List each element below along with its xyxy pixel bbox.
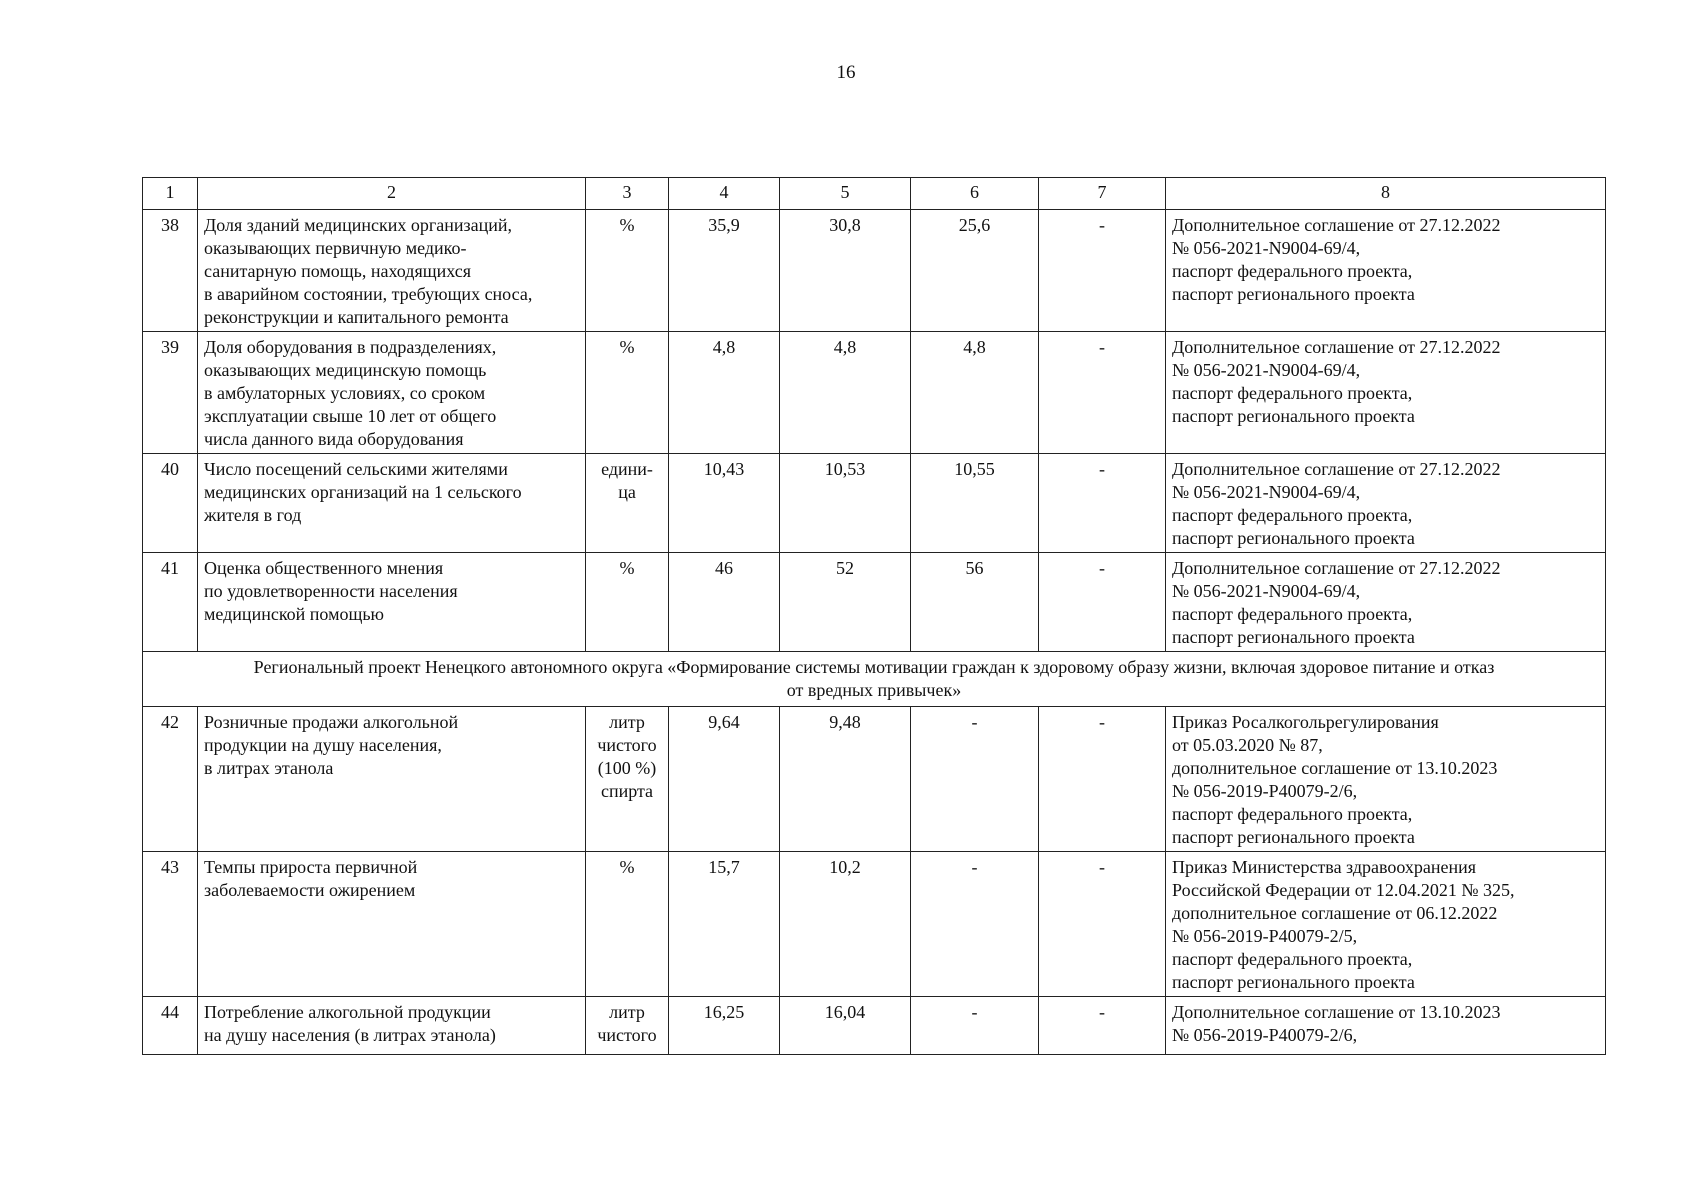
- indicator-name-line: в аварийном состоянии, требующих сноса,: [204, 284, 533, 304]
- source-document-line: паспорт регионального проекта: [1172, 406, 1415, 426]
- indicator-name-line: эксплуатации свыше 10 лет от общего: [204, 406, 497, 426]
- unit-line: %: [619, 558, 635, 578]
- source-document-line: дополнительное соглашение от 06.12.2022: [1172, 903, 1498, 923]
- indicators-table: [142, 177, 1606, 1055]
- source-document-line: № 056-2021-N9004-69/4,: [1172, 581, 1361, 601]
- source-document-line: паспорт федерального проекта,: [1172, 604, 1413, 624]
- value-col-7: -: [1039, 210, 1166, 332]
- source-document-line: Дополнительное соглашение от 27.12.2022: [1172, 337, 1501, 357]
- unit-line: ца: [618, 482, 636, 502]
- indicator-name-line: жителя в год: [204, 505, 302, 525]
- value-col-7: -: [1039, 553, 1166, 652]
- unit-line: %: [619, 215, 635, 235]
- value-col-6: 10,55: [911, 454, 1039, 553]
- source-document-line: № 056-2021-N9004-69/4,: [1172, 360, 1361, 380]
- source-document: [1166, 210, 1606, 332]
- unit-line: спирта: [600, 781, 654, 801]
- source-document-line: паспорт федерального проекта,: [1172, 804, 1413, 824]
- indicator-name: [198, 707, 586, 852]
- value-col-5: 52: [780, 553, 911, 652]
- header-cell-3: 3: [586, 178, 669, 210]
- header-cell-7: 7: [1039, 178, 1166, 210]
- value-col-6: -: [911, 852, 1039, 997]
- row-number: 41: [143, 553, 198, 652]
- value-col-4: 15,7: [669, 852, 780, 997]
- source-document: [1166, 332, 1606, 454]
- table-row: [143, 852, 1606, 997]
- source-document-line: № 056-2019-Р40079-2/6,: [1172, 1025, 1358, 1045]
- value-col-7: -: [1039, 332, 1166, 454]
- value-col-6: 25,6: [911, 210, 1039, 332]
- source-document-line: Дополнительное соглашение от 27.12.2022: [1172, 215, 1501, 235]
- indicator-name: [198, 210, 586, 332]
- indicator-name-line: Оценка общественного мнения: [204, 558, 444, 578]
- source-document-line: № 056-2019-Р40079-2/6,: [1172, 781, 1358, 801]
- value-col-7: -: [1039, 852, 1166, 997]
- table-row: [143, 332, 1606, 454]
- unit-line: едини-: [601, 459, 653, 479]
- unit-cell: [586, 997, 669, 1055]
- indicator-name-line: оказывающих первичную медико-: [204, 238, 467, 258]
- source-document-line: паспорт федерального проекта,: [1172, 505, 1413, 525]
- indicator-name-line: Розничные продажи алкогольной: [204, 712, 459, 732]
- source-document-line: № 056-2021-N9004-69/4,: [1172, 482, 1361, 502]
- unit-cell: [586, 454, 669, 553]
- indicator-name-line: санитарную помощь, находящихся: [204, 261, 471, 281]
- unit-line: чистого: [597, 1025, 657, 1045]
- value-col-7: -: [1039, 997, 1166, 1055]
- value-col-7: -: [1039, 707, 1166, 852]
- source-document-line: от 05.03.2020 № 87,: [1172, 735, 1323, 755]
- header-row: [143, 178, 1606, 210]
- source-document-line: дополнительное соглашение от 13.10.2023: [1172, 758, 1498, 778]
- indicator-name-line: продукции на душу населения,: [204, 735, 442, 755]
- source-document: [1166, 997, 1606, 1055]
- table-row: [143, 454, 1606, 553]
- indicator-name-line: медицинской помощью: [204, 604, 384, 624]
- unit-line: (100 %): [597, 758, 657, 778]
- table-row: [143, 997, 1606, 1055]
- section-row: [143, 652, 1606, 707]
- unit-line: литр: [609, 712, 645, 732]
- indicator-name-line: оказывающих медицинскую помощь: [204, 360, 487, 380]
- header-cell-4: 4: [669, 178, 780, 210]
- value-col-5: 30,8: [780, 210, 911, 332]
- indicator-name-line: по удовлетворенности населения: [204, 581, 458, 601]
- unit-cell: [586, 707, 669, 852]
- source-document-line: Российской Федерации от 12.04.2021 № 325,: [1172, 880, 1515, 900]
- value-col-4: 4,8: [669, 332, 780, 454]
- unit-cell: [586, 852, 669, 997]
- row-number: 39: [143, 332, 198, 454]
- source-document-line: № 056-2021-N9004-69/4,: [1172, 238, 1361, 258]
- indicator-name-line: заболеваемости ожирением: [204, 880, 416, 900]
- header-cell-5: 5: [780, 178, 911, 210]
- table-row: [143, 707, 1606, 852]
- value-col-6: 56: [911, 553, 1039, 652]
- indicator-name-line: медицинских организаций на 1 сельского: [204, 482, 522, 502]
- unit-line: %: [619, 857, 635, 877]
- unit-line: %: [619, 337, 635, 357]
- value-col-7: -: [1039, 454, 1166, 553]
- indicator-name: [198, 454, 586, 553]
- table-row: [143, 210, 1606, 332]
- value-col-4: 9,64: [669, 707, 780, 852]
- source-document-line: № 056-2019-Р40079-2/5,: [1172, 926, 1358, 946]
- indicator-name-line: Число посещений сельскими жителями: [204, 459, 508, 479]
- value-col-6: -: [911, 997, 1039, 1055]
- source-document-line: паспорт регионального проекта: [1172, 528, 1415, 548]
- page-number: 16: [836, 62, 856, 83]
- unit-cell: [586, 553, 669, 652]
- source-document-line: Дополнительное соглашение от 27.12.2022: [1172, 558, 1501, 578]
- value-col-6: -: [911, 707, 1039, 852]
- table-row: [143, 553, 1606, 652]
- source-document-line: Дополнительное соглашение от 27.12.2022: [1172, 459, 1501, 479]
- source-document-line: Дополнительное соглашение от 13.10.2023: [1172, 1002, 1501, 1022]
- source-document-line: паспорт регионального проекта: [1172, 627, 1415, 647]
- source-document-line: паспорт федерального проекта,: [1172, 261, 1413, 281]
- unit-cell: [586, 210, 669, 332]
- indicator-name: [198, 997, 586, 1055]
- value-col-5: 4,8: [780, 332, 911, 454]
- row-number: 42: [143, 707, 198, 852]
- row-number: 40: [143, 454, 198, 553]
- source-document-line: паспорт федерального проекта,: [1172, 949, 1413, 969]
- value-col-4: 16,25: [669, 997, 780, 1055]
- header-cell-8: 8: [1166, 178, 1606, 210]
- indicator-name-line: на душу населения (в литрах этанола): [204, 1025, 496, 1045]
- value-col-5: 9,48: [780, 707, 911, 852]
- unit-cell: [586, 332, 669, 454]
- source-document: [1166, 553, 1606, 652]
- indicator-name-line: в амбулаторных условиях, со сроком: [204, 383, 486, 403]
- source-document-line: паспорт федерального проекта,: [1172, 383, 1413, 403]
- row-number: 43: [143, 852, 198, 997]
- indicator-name-line: в литрах этанола: [204, 758, 334, 778]
- header-cell-6: 6: [911, 178, 1039, 210]
- source-document-line: паспорт регионального проекта: [1172, 972, 1415, 992]
- row-number: 38: [143, 210, 198, 332]
- indicator-name-line: Потребление алкогольной продукции: [204, 1002, 491, 1022]
- source-document: [1166, 707, 1606, 852]
- indicator-name-line: Доля зданий медицинских организаций,: [204, 215, 512, 235]
- section-title: [143, 652, 1606, 707]
- value-col-4: 35,9: [669, 210, 780, 332]
- source-document-line: Приказ Росалкогольрегулирования: [1172, 712, 1439, 732]
- header-cell-1: 1: [143, 178, 198, 210]
- source-document-line: Приказ Министерства здравоохранения: [1172, 857, 1477, 877]
- source-document-line: паспорт регионального проекта: [1172, 284, 1415, 304]
- row-number: 44: [143, 997, 198, 1055]
- value-col-5: 10,2: [780, 852, 911, 997]
- source-document: [1166, 454, 1606, 553]
- header-cell-2: 2: [198, 178, 586, 210]
- value-col-4: 10,43: [669, 454, 780, 553]
- indicator-name-line: Доля оборудования в подразделениях,: [204, 337, 497, 357]
- indicator-name-line: Темпы прироста первичной: [204, 857, 418, 877]
- indicator-name: [198, 332, 586, 454]
- value-col-5: 16,04: [780, 997, 911, 1055]
- source-document: [1166, 852, 1606, 997]
- unit-line: литр: [609, 1002, 645, 1022]
- section-title-line: от вредных привычек»: [786, 680, 962, 700]
- indicator-name-line: числа данного вида оборудования: [204, 429, 464, 449]
- indicator-name-line: реконструкции и капитального ремонта: [204, 307, 509, 327]
- value-col-4: 46: [669, 553, 780, 652]
- section-title-line: Региональный проект Ненецкого автономного округа «Формирование системы мотивации граждан к здоровому образу жизни, включая здоровое питание и отказ: [253, 657, 1495, 677]
- value-col-6: 4,8: [911, 332, 1039, 454]
- unit-line: чистого: [597, 735, 657, 755]
- source-document-line: паспорт регионального проекта: [1172, 827, 1415, 847]
- indicator-name: [198, 553, 586, 652]
- indicator-name: [198, 852, 586, 997]
- value-col-5: 10,53: [780, 454, 911, 553]
